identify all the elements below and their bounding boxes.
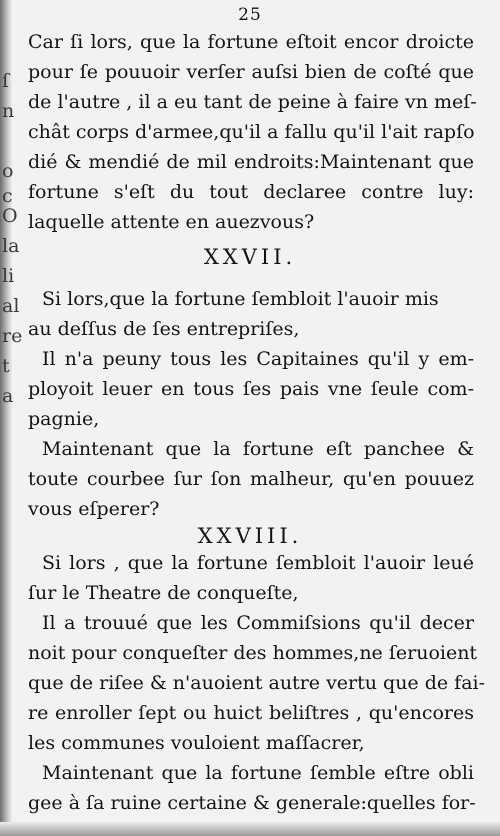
text-line: chât corps d'armee,qu'il a fallu qu'il l'ait rapſo <box>28 121 475 143</box>
text-line: Si lors,que la fortune ſembloit l'auoir mis <box>42 288 439 310</box>
margin-mark: O <box>2 205 18 227</box>
text-line: vous eſperer? <box>28 498 160 520</box>
page-bottom-shadow <box>0 822 500 836</box>
margin-mark: t <box>2 355 10 377</box>
text-line: de l'autre , il a eu tant de peine à faire vn meſ- <box>28 91 477 113</box>
text-line: laquelle attente en auezvous? <box>28 211 315 233</box>
margin-mark: li <box>2 265 15 287</box>
margin-mark: o <box>2 160 14 182</box>
margin-mark: ſ <box>2 70 10 92</box>
page-number: 25 <box>238 5 262 25</box>
text-line: ployoit leuer en tous ſes pais vne ſeule com- <box>28 378 474 400</box>
text-line: fortune s'eſt du tout declaree contre luy: <box>28 181 474 203</box>
text-line: pour ſe pouuoir verſer auſsi bien de coſté que <box>28 61 474 83</box>
margin-mark: al <box>2 295 20 317</box>
text-line: re enroller ſept ou huict beliſtres , qu'encores <box>28 702 474 724</box>
text-line: gee à ſa ruine certaine & generale:quelles for- <box>28 792 476 814</box>
text-line: pagnie, <box>28 408 100 430</box>
text-line: Maintenant que la fortune eſt panchee & <box>42 438 474 460</box>
text-line: Il n'a peuny tous les Capitaines qu'il y em- <box>42 348 474 370</box>
text-line: Car ſi lors, que la fortune eſtoit encor droicte <box>28 31 474 53</box>
margin-mark: n <box>2 100 15 122</box>
text-line: dié & mendié de mil endroits:Maintenant que <box>28 151 474 173</box>
margin-mark: re <box>2 325 23 347</box>
text-line: noit pour conqueſter des hommes,ne ſeruoient <box>28 642 478 664</box>
text-line: les communes vouloient maſſacrer, <box>28 732 365 754</box>
margin-mark: c <box>2 185 13 207</box>
section-heading: XXVIII. <box>197 524 303 548</box>
text-line: ſur le Theatre de conqueſte, <box>28 582 299 604</box>
text-line: que de riſee & n'auoient autre vertu que de fai- <box>28 672 486 694</box>
text-line: Il a trouué que les Commiſsions qu'il decer <box>42 612 474 634</box>
section-heading: XXVII. <box>203 245 297 269</box>
margin-mark: a <box>2 385 14 407</box>
text-line: Maintenant que la fortune ſemble eſtre obli <box>42 762 474 784</box>
text-line: Si lors , que la fortune ſembloit l'auoir leué <box>42 552 474 574</box>
text-line: au deſſus de ſes entrepriſes, <box>28 318 300 340</box>
text-line: toute courbee ſur ſon malheur, qu'en pouuez <box>28 468 474 490</box>
margin-mark: la <box>2 235 20 257</box>
